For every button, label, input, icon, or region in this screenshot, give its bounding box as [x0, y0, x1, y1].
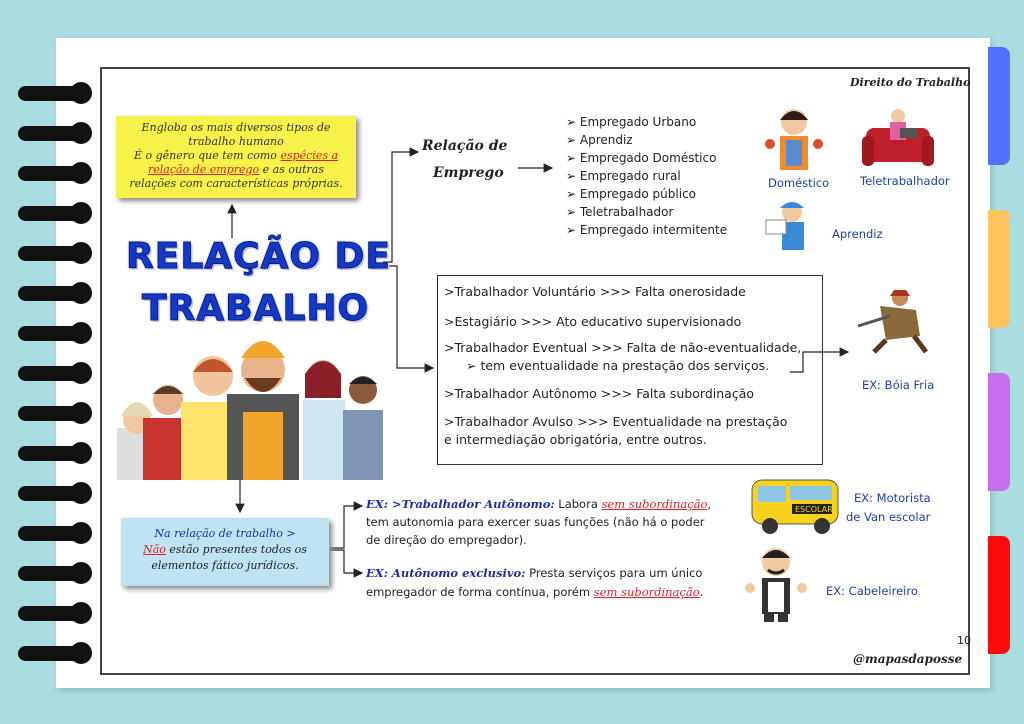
teleworker-illustration — [862, 106, 934, 168]
list-item: ➢ Empregado rural — [566, 167, 727, 185]
type-avulso-detail: e intermediação obrigatória, entre outros. — [444, 432, 707, 447]
note-text: É o gênero que tem como — [133, 149, 281, 162]
body-text: . — [699, 585, 704, 599]
list-item: ➢ Empregado Doméstico — [566, 149, 727, 167]
arrow-icon: ➢ — [466, 358, 481, 373]
subject-label: Direito do Trabalho — [850, 76, 971, 89]
highlight-text: espécies a — [280, 149, 339, 162]
yellow-definition-note — [116, 116, 356, 198]
note-line: trabalho humano — [188, 135, 284, 148]
emprego-list — [566, 113, 727, 239]
van-sign-text: ESCOLAR — [795, 505, 833, 514]
type-eventual-detail — [466, 358, 769, 373]
farm-worker-illustration — [850, 286, 940, 356]
note-line — [121, 542, 329, 558]
motorista-caption-l1: EX: Motorista — [854, 491, 931, 505]
relacao-emprego-title-l1: Relação de — [422, 138, 508, 154]
note-line: Na relação de trabalho > — [154, 527, 296, 540]
type-voluntario: >Trabalhador Voluntário >>> Falta onerosidade — [444, 284, 746, 299]
exclusivo-line2 — [366, 585, 703, 599]
detail-text: tem eventualidade na prestação dos serviços. — [480, 358, 770, 373]
note-text: e as outras — [259, 163, 324, 176]
note-line — [116, 149, 356, 163]
list-item: ➢ Teletrabalhador — [566, 203, 727, 221]
body-text: empregador de forma contínua, porém — [366, 585, 594, 599]
highlight-text: sem subordinação — [601, 497, 708, 511]
note-line: Engloba os mais diversos tipos de — [141, 121, 331, 134]
list-item: ➢ Aprendiz — [566, 131, 727, 149]
boia-fria-caption: EX: Bóia Fria — [862, 378, 935, 392]
list-item: ➢ Empregado público — [566, 185, 727, 203]
footer-handle: @mapasdaposse — [853, 652, 963, 666]
main-title-line1: RELAÇÃO DE — [126, 236, 392, 277]
blue-note — [121, 518, 329, 586]
worker-types-box — [437, 275, 823, 465]
type-eventual: >Trabalhador Eventual >>> Falta de não-eventualidade, — [444, 340, 802, 355]
main-title-line2: TRABALHO — [142, 288, 370, 329]
motorista-caption-l2: de Van escolar — [846, 510, 931, 524]
school-van-illustration — [748, 474, 844, 538]
cabeleireiro-caption: EX: Cabeleireiro — [826, 584, 918, 598]
teletrabalhador-caption: Teletrabalhador — [860, 174, 950, 188]
workers-group-illustration — [113, 328, 385, 480]
autonomo-line3: de direção do empregador). — [366, 533, 527, 547]
domestic-worker-illustration — [764, 104, 824, 174]
highlight-text: relação de emprego — [148, 163, 260, 176]
body-text: Presta serviços para um único — [525, 566, 703, 580]
type-avulso: >Trabalhador Avulso >>> Eventualidade na prestação — [444, 414, 788, 429]
apprentice-illustration — [764, 198, 820, 252]
type-estagiario: >Estagiário >>> Ato educativo supervisionado — [444, 314, 742, 329]
highlight-text: sem subordinação — [593, 585, 700, 599]
autonomo-line1 — [366, 497, 711, 511]
example-label: EX: Autônomo exclusivo: — [366, 566, 526, 580]
note-line: relações com características próprias. — [129, 177, 343, 190]
domestico-caption: Doméstico — [768, 176, 830, 190]
note-line — [116, 163, 356, 177]
barber-illustration — [740, 542, 810, 624]
body-text: Labora — [554, 497, 602, 511]
aprendiz-caption: Aprendiz — [832, 227, 883, 241]
page-number: 10 — [957, 634, 971, 647]
exclusivo-line1 — [366, 566, 702, 580]
body-text: , — [707, 497, 712, 511]
note-text: estão presentes todos os — [165, 543, 307, 556]
list-item: ➢ Empregado intermitente — [566, 221, 727, 239]
example-label: EX: >Trabalhador Autônomo: — [366, 497, 555, 511]
type-autonomo: >Trabalhador Autônomo >>> Falta subordinação — [444, 386, 755, 401]
autonomo-line2: tem autonomia para exercer suas funções (não há o poder — [366, 515, 705, 529]
note-line: elementos fático jurídicos. — [151, 559, 299, 572]
relacao-emprego-title-l2: Emprego — [433, 165, 504, 181]
highlight-text: Não — [143, 543, 166, 556]
list-item: ➢ Empregado Urbano — [566, 113, 727, 131]
